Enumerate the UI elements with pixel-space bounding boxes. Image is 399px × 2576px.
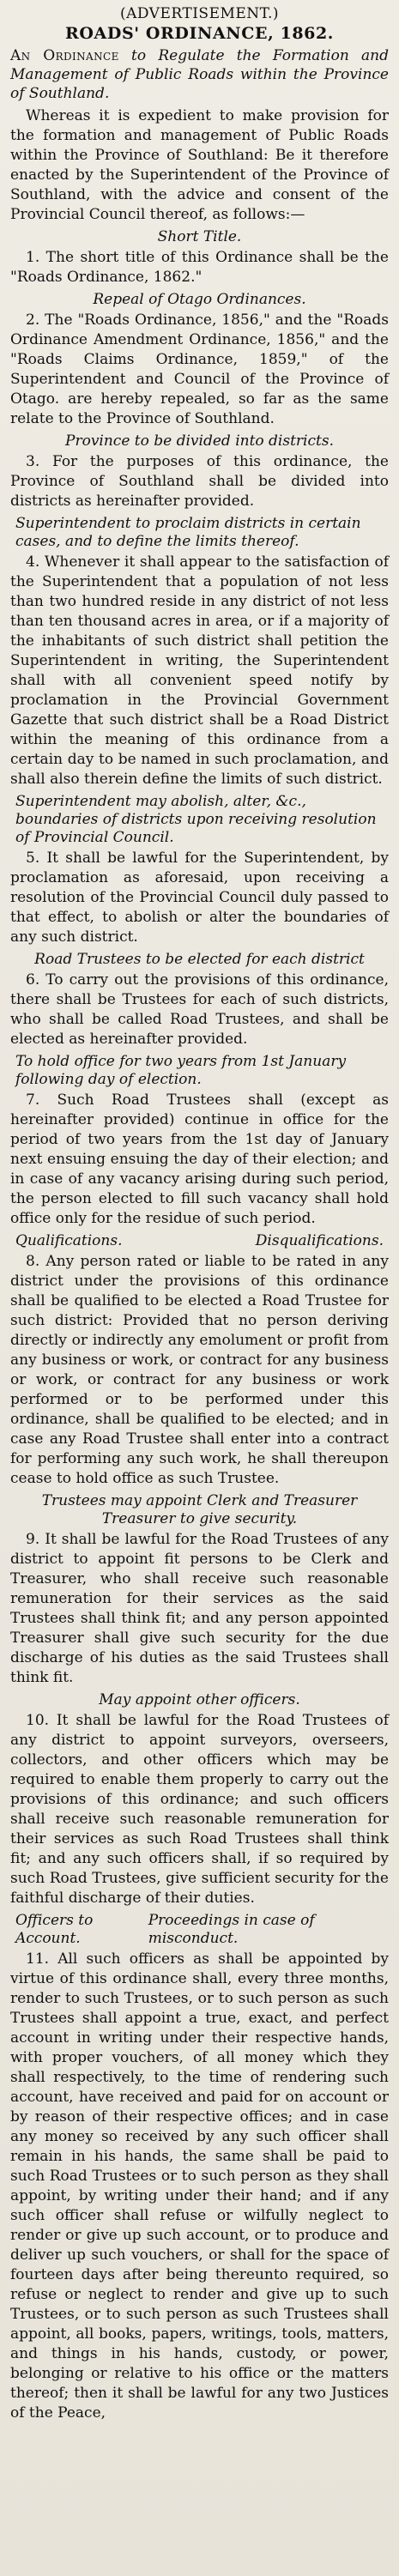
section-11-heading xyxy=(10,1912,389,1948)
qualifications-heading: Qualifications. xyxy=(15,1232,123,1249)
section-3-text: 3. For the purposes of this ordinance, the Province of Southland shall be divided into districts as hereinafter provided. xyxy=(10,453,389,510)
section-6-text: 6. To carry out the provisions of this ordinance, there shall be Trustees for each of such districts, who shall be called Road Trustees, and shall be elected as hereinafter provided. xyxy=(10,971,389,1048)
section-6-heading: Road Trustees to be elected for each district xyxy=(34,951,365,968)
section-5-heading: Superintendent may abolish, alter, &c., boundaries of districts upon receiving resolution of Provincial Council. xyxy=(15,793,377,846)
section-1-heading: Short Title. xyxy=(157,228,242,245)
section-8-text: 8. Any person rated or liable to be rated in any district under the provisions of this ordinance shall be qualified to be elected a Road Trustee for such district: Provided that no person deriving directly or indirectly any emolument or profit from any business or work, or contract for any business or work, or contract for any business or work performed or to be performed under this ordinance, shall be qualified to be elected; and in case any Road Trustee shall enter into a contract for performing any such work, he shall thereupon cease to hold office as such Trustee. xyxy=(10,1253,389,1487)
section-9-text: 9. It shall be lawful for the Road Trustees of any district to appoint fit persons to be Clerk and Treasurer, who shall receive such reasonable remuneration for their services as the said Trustees shall think fit; and any person appointed Treasurer shall give such security for the due discharge of his duties as the said Trustees shall think fit. xyxy=(10,1531,389,1686)
section-10-text: 10. It shall be lawful for the Road Trustees of any district to appoint surveyors, overseers, collectors, and other officers which may be required to enable them properly to carry out the provisions of this ordinance; and such officers shall receive such reasonable remuneration for their services as such Road Trustees shall think fit; and any such officers shall, if so required by such Road Trustees, give sufficient security for the faithful discharge of their duties. xyxy=(10,1712,389,1907)
disqualifications-heading: Disqualifications. xyxy=(255,1232,384,1249)
section-1-text: 1. The short title of this Ordinance shall be the "Roads Ordinance, 1862." xyxy=(10,249,389,286)
section-9-heading: Trustees may appoint Clerk and Treasurer Treasurer to give security. xyxy=(41,1492,358,1527)
ordinance-title: ROADS' ORDINANCE, 1862. xyxy=(64,24,335,43)
section-5-text: 5. It shall be lawful for the Superintendent, by proclamation as aforesaid, upon receiving a resolution of the Provincial Council duly passed to that effect, to abolish or alter the boundaries of any such district. xyxy=(10,850,389,946)
advertisement-kicker: (ADVERTISEMENT.) xyxy=(119,5,280,22)
section-4-heading: Superintendent to proclaim districts in certain cases, and to define the limits thereof. xyxy=(15,515,361,550)
preamble-text: to Regulate the Formation and Management of Public Roads within the Province of Southland. xyxy=(10,47,390,102)
section-2-heading: Repeal of Otago Ordinances. xyxy=(93,291,306,308)
preamble-lead: An Ordinance xyxy=(10,47,119,64)
section-2-text: 2. The "Roads Ordinance, 1856," and the "Roads Ordinance Amendment Ordinance, 1856," and the "Roads Claims Ordinance, 1859," of the Superintendent and Council of the Province of Otago. are hereby repealed, so far as the same relate to the Province of Southland. xyxy=(10,311,389,427)
ordinance-preamble xyxy=(10,46,389,103)
section-7-text: 7. Such Road Trustees shall (except as hereinafter provided) continue in office for the period of two years from the 1st day of January next ensuing ensuing the day of their election; and in case of any vacancy arising during such period, the person elected to fill such vacancy shall hold office only for the residue of such period. xyxy=(10,1091,389,1227)
section-4-text: 4. Whenever it shall appear to the satisfaction of the Superintendent that a population of not less than two hundred reside in any district of not less than ten thousand acres in area, or if a majority of the inhabitants of such district shall petition the Superintendent in writing, the Superintendent shall with all convenient speed notify by proclamation in the Provincial Government Gazette that such district shall be a Road District within the meaning of this ordinance from a certain day to be named in such proclamation, and shall also therein define the limits of such district. xyxy=(10,553,389,788)
section-11-text: 11. All such officers as shall be appointed by virtue of this ordinance shall, every three months, render to such Trustees, or to such person as such Trustees shall appoint a true, exact, and perfect account in writing under their respective hands, with proper vouchers, of all money which they shall respectively, to the time of rendering such account, have received and paid for on account or by reason of their respective offices; and in case any money so received by any such officer shall remain in his hands, the same shall be paid to such Road Trustees or to such person as they shall appoint, by writing under their hand; and if any such officer shall refuse or wilfully neglect to render or give up such account, or to produce and deliver up such vouchers, or shall for the space of fourteen days after being thereunto required, so refuse or neglect to render and give up to such Trustees, or to such person as such Trustees shall appoint, all books, papers, writings, tools, matters, and things in his hands, custody, or power, belonging or relative to his office or the matters thereof; then it shall be lawful for any two Justices of the Peace, xyxy=(10,1950,389,2422)
section-3-heading: Province to be divided into districts. xyxy=(65,432,334,450)
section-8-heading xyxy=(10,1232,389,1250)
section-7-heading: To hold office for two years from 1st January following day of election. xyxy=(15,1053,347,1088)
section-10-heading: May appoint other officers. xyxy=(99,1691,300,1708)
misconduct-heading: Proceedings in case of misconduct. xyxy=(148,1912,315,1947)
whereas-clause: Whereas it is expedient to make provision for the formation and management of Public Roads within the Province of Southland: Be it therefore enacted by the Superintendent of the Province of Southland, with the advice and consent of the Provincial Council thereof, as follows:— xyxy=(10,107,389,223)
officers-account-heading: Officers to Account. xyxy=(15,1912,94,1947)
